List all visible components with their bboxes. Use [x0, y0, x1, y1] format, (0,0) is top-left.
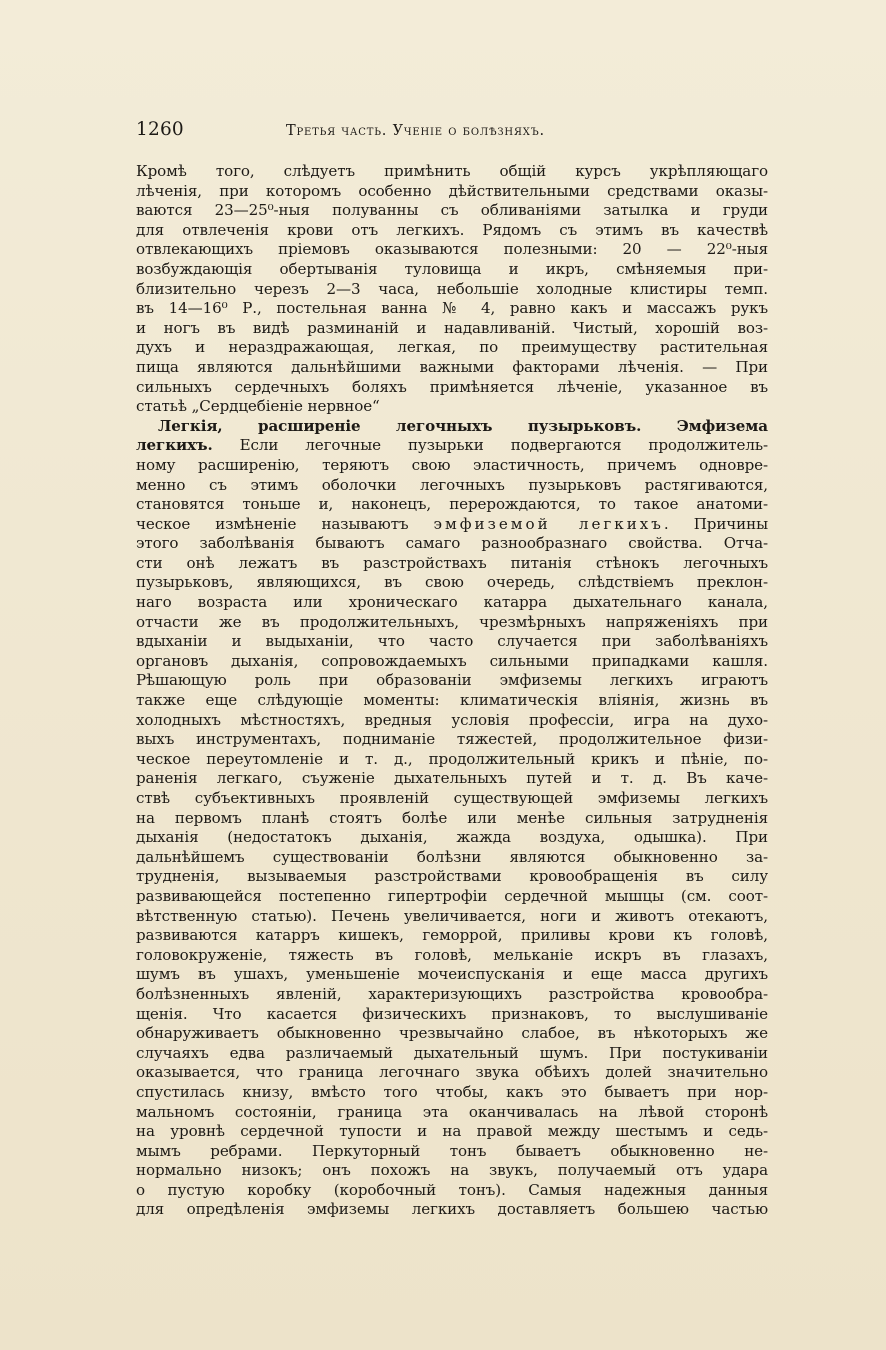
text-line: сти онѣ лежатъ въ разстройствахъ питанія стѣнокъ легочныхъ [136, 553, 768, 572]
text-line: для опредѣленія эмфиземы легкихъ доставляетъ большею частью [136, 1200, 768, 1219]
text-line: развивающейся постепенно гипертрофіи сердечной мышцы (см. соот- [136, 886, 768, 905]
text-line: органовъ дыханія, сопровождаемыхъ сильными припадками кашля. [136, 651, 768, 670]
term-line [136, 515, 768, 535]
section-first-line-text: Если легочные пузырьки подвергаются продолжитель- [212, 436, 768, 455]
text-line: выхъ инструментахъ, подниманіе тяжестей, продолжительное физи- [136, 730, 768, 749]
emphasized-term: эмфиземой легкихъ [433, 514, 664, 533]
text-line: также еще слѣдующіе моменты: климатическія вліянія, жизнь въ [136, 691, 768, 710]
text-line: обнаруживаетъ обыкновенно чрезвычайно слабое, въ нѣкоторыхъ же [136, 1024, 768, 1043]
text-line: мымъ ребрами. Перкуторный тонъ бываетъ обыкновенно не- [136, 1141, 768, 1160]
text-line: наго возраста или хроническаго катарра дыхательнаго канала, [136, 593, 768, 612]
text-line: Кромѣ того, слѣдуетъ примѣнить общій курсъ укрѣпляющаго [136, 162, 768, 180]
text-line: ваются 23—25⁰-ныя полуванны съ обливаніями затылка и груди [136, 201, 768, 220]
text-line: отвлекающихъ пріемовъ оказываются полезными: 20 — 22⁰-ныя [136, 240, 768, 259]
text-line: болѣзненныхъ явленій, характеризующихъ разстройства кровообра- [136, 984, 768, 1003]
text-line: близительно черезъ 2—3 часа, небольшіе холодные клистиры темп. [136, 279, 768, 298]
text-line: вдыханіи и выдыханіи, что часто случается при заболѣваніяхъ [136, 632, 768, 651]
text-line: на уровнѣ сердечной тупости и на правой между шестымъ и седь- [136, 1122, 768, 1141]
section-first-line [136, 436, 768, 456]
text-line: Рѣшающую роль при образованіи эмфиземы легкихъ играютъ [136, 671, 768, 690]
text-line: головокруженіе, тяжесть въ головѣ, мельканіе искръ въ глазахъ, [136, 945, 768, 964]
text-line: о пустую коробку (коробочный тонъ). Самыя надежныя данныя [136, 1180, 768, 1199]
text-line: сильныхъ сердечныхъ боляхъ примѣняется лѣченіе, указанное въ [136, 377, 768, 396]
running-head: Третья часть. Ученіе о болѣзняхъ. [286, 123, 545, 139]
text-line: отчасти же въ продолжительныхъ, чрезмѣрныхъ напряженіяхъ при [136, 612, 768, 631]
page-header [136, 118, 768, 142]
text-line: ческое переутомленіе и т. д., продолжительный крикъ и пѣніе, по- [136, 749, 768, 768]
text-line: и ногъ въ видѣ разминаній и надавливаній. Чистый, хорошій воз- [136, 318, 768, 337]
body-text [136, 162, 768, 1220]
text-line: пища являются дальнѣйшими важными факторами лѣченія. — При [136, 357, 768, 376]
text-line: развиваются катарръ кишекъ, геморрой, приливы крови къ головѣ, [136, 926, 768, 945]
text-line: спустилась книзу, вмѣсто того чтобы, какъ это бываетъ при нор- [136, 1082, 768, 1101]
term-line-after: . Причины [663, 514, 768, 533]
text-line: шумъ въ ушахъ, уменьшеніе мочеиспусканія и еще масса другихъ [136, 965, 768, 984]
text-line: на первомъ планѣ стоятъ болѣе или менѣе сильныя затрудненія [136, 808, 768, 827]
page-number: 1260 [136, 119, 184, 140]
text-line: становятся тоньше и, наконецъ, перерождаются, то такое анатоми- [136, 495, 768, 514]
text-line: ному расширенію, теряютъ свою эластичность, причемъ одновре- [136, 455, 768, 474]
text-line: вѣтственную статью). Печень увеличивается, ноги и животъ отекаютъ, [136, 906, 768, 925]
text-line: нормально низокъ; онъ похожъ на звукъ, получаемый отъ удара [136, 1161, 768, 1180]
text-line: случаяхъ едва различаемый дыхательный шумъ. При постукиваніи [136, 1043, 768, 1062]
section-heading-line [136, 417, 768, 437]
text-line: въ 14—16⁰ Р., постельная ванна № 4, равно какъ и массажъ рукъ [136, 299, 768, 318]
text-line: для отвлеченія крови отъ легкихъ. Рядомъ съ этимъ въ качествѣ [136, 220, 768, 239]
text-line: пузырьковъ, являющихся, въ свою очередь, слѣдствіемъ преклон- [136, 573, 768, 592]
text-line: духъ и нераздражающая, легкая, по преимуществу растительная [136, 338, 768, 357]
text-line: менно съ этимъ оболочки легочныхъ пузырьковъ растягиваются, [136, 475, 768, 494]
text-line: дальнѣйшемъ существованіи болѣзни являются обыкновенно за- [136, 847, 768, 866]
section-heading-end: легкихъ. [136, 436, 213, 455]
text-line: щенія. Что касается физическихъ признаковъ, то выслушиваніе [136, 1004, 768, 1023]
term-line-before: ческое измѣненіе называютъ [136, 514, 434, 533]
text-line: возбуждающія обертыванія туловища и икръ, смѣняемыя при- [136, 259, 768, 278]
text-line: трудненія, вызываемыя разстройствами кровообращенія въ силу [136, 867, 768, 886]
text-line: холодныхъ мѣстностяхъ, вредныя условія профессіи, игра на духо- [136, 710, 768, 729]
text-line: ствѣ субъективныхъ проявленій существующей эмфиземы легкихъ [136, 789, 768, 807]
text-line: дыханія (недостатокъ дыханія, жажда воздуха, одышка). При [136, 828, 768, 847]
text-line: статьѣ „Сердцебіеніе нервное“ [136, 397, 380, 416]
section-heading: Легкія, расширеніе легочныхъ пузырьковъ. Эмфизема [158, 416, 768, 435]
text-line: лѣченія, при которомъ особенно дѣйствительными средствами оказы- [136, 181, 768, 200]
text-line: оказывается, что граница легочнаго звука обѣихъ долей значительно [136, 1063, 768, 1082]
text-line: раненія легкаго, съуженіе дыхательныхъ путей и т. д. Въ каче- [136, 769, 768, 788]
text-line: мальномъ состояніи, граница эта оканчивалась на лѣвой сторонѣ [136, 1102, 768, 1121]
text-line: этого заболѣванія бываютъ самаго разнообразнаго свойства. Отча- [136, 534, 768, 553]
